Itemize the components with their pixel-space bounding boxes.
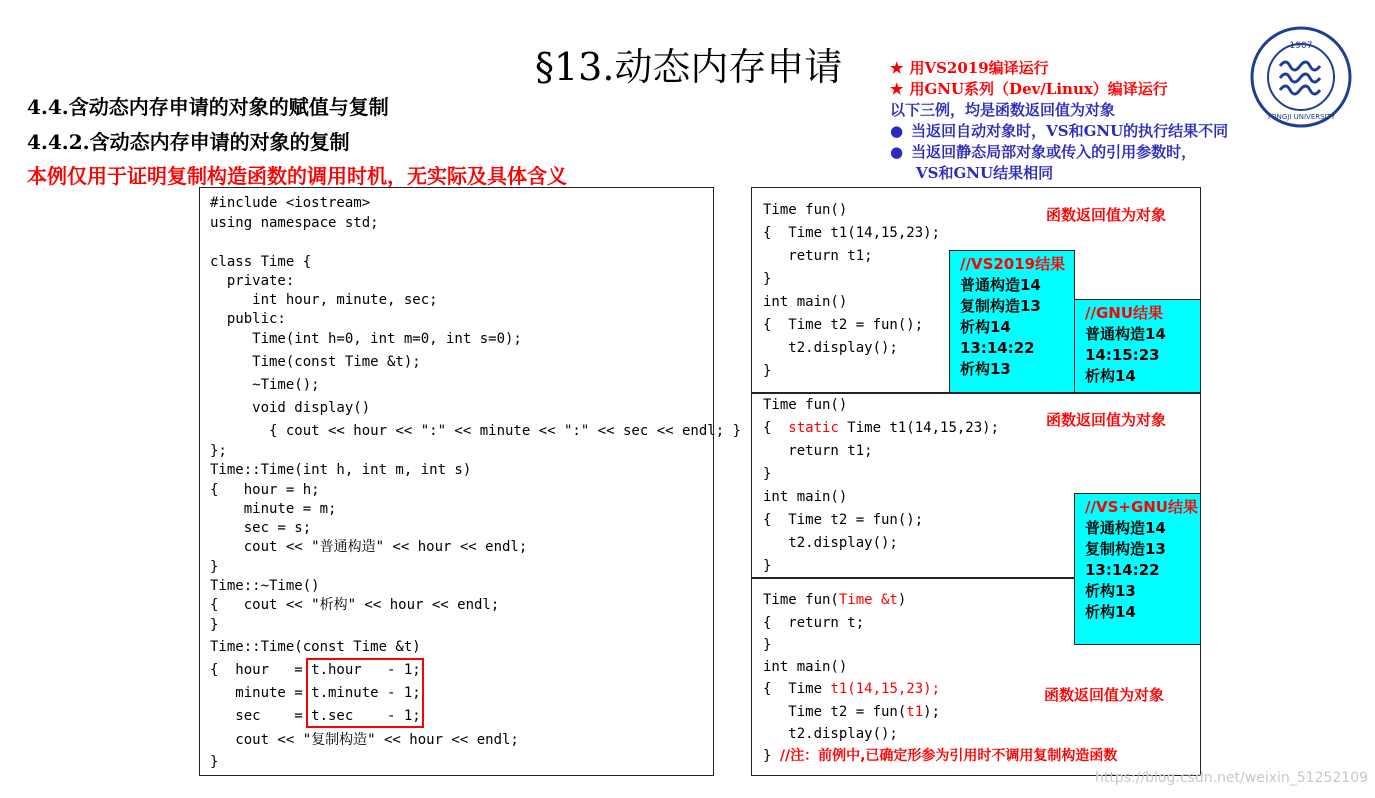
section-heading-4-4: 4.4.含动态内存申请的对象的赋值与复制 [27,95,389,119]
ex3-comment: //注：前例中,已确定形参为引用时不调用复制构造函数 [779,748,1118,764]
ex1-line: { Time t1(14,15,23); [763,225,941,241]
ex3-main-line: { Time t1(14,15,23); [763,681,941,697]
ex1-gnu-result [1074,299,1201,393]
ex2-line: return t1; [763,443,873,459]
code-line: public: [210,311,286,327]
ex1-line: } [763,271,772,287]
ex3-fun-line: Time fun(Time &t) [763,592,907,608]
copy-assignment-highlight [306,658,424,728]
code-line: minute = m; [210,501,337,517]
code-line: int hour, minute, sec; [210,292,438,308]
code-line: } [210,754,219,770]
ex2-line: Time fun() [763,397,848,413]
result-line: 14:15:23 [1085,346,1160,364]
note-same-result: VS和GNU结果相同 [916,164,1054,182]
ex3-line: int main() [763,659,848,675]
ex2-line: int main() [763,489,848,505]
code-line: sec = t.sec - 1; [210,708,421,724]
ex2-line: { static Time t1(14,15,23); [763,420,1000,436]
ex3-end-line: } //注：前例中,已确定形参为引用时不调用复制构造函数 [763,748,1118,764]
result-line: 普通构造14 [1085,519,1166,537]
ex2-label: 函数返回值为对象 [1046,411,1167,429]
ex1-line: t2.display(); [763,340,898,356]
result-line: 析构13 [960,360,1011,378]
ex1-line: Time fun() [763,202,848,218]
logo-name: TONGJI UNIVERSITY [1266,113,1336,121]
result-line: 普通构造14 [960,276,1041,294]
bullet-icon: ● [890,143,904,161]
ex2-line: } [763,466,772,482]
code-line: ~Time(); [210,377,320,393]
logo-year: 1907 [1289,41,1313,51]
ex3-label: 函数返回值为对象 [1044,686,1165,704]
code-line: cout << "复制构造" << hour << endl; [210,732,519,748]
result-line: 析构14 [1085,367,1136,385]
ex3-line: } [763,637,772,653]
t1-decl: t1(14,15,23); [830,681,941,697]
ex3-line: { return t; [763,615,865,631]
result-line: 复制构造13 [960,297,1041,315]
result-line: 析构14 [1085,603,1136,621]
tongji-university-logo [1250,26,1352,128]
code-line: { cout << hour << ":" << minute << ":" << sec << endl; } [210,423,742,439]
code-line: Time::~Time() [210,578,320,594]
section-heading-4-4-2: 4.4.2.含动态内存申请的对象的复制 [27,130,350,154]
t1-arg: t1 [906,704,924,720]
result-line: 普通构造14 [1085,325,1166,343]
ex2-line: } [763,558,772,574]
class-code-box [199,187,742,776]
ex1-line: } [763,363,772,379]
example-note: 本例仅用于证明复制构造函数的调用时机，无实际及具体含义 [27,164,567,188]
code-line: { hour = t.hour - 1; [210,662,421,678]
watermark: https://blog.csdn.net/weixin_51252109 [1095,770,1369,786]
code-line: private: [210,273,295,289]
note-three-examples: 以下三例，均是函数返回值为对象 [890,101,1116,119]
code-line: Time::Time(const Time &t) [210,639,421,655]
ex3-line: t2.display(); [763,726,898,742]
static-keyword: static [788,420,839,436]
code-line: minute = t.minute - 1; [210,685,421,701]
code-line: Time(const Time &t); [210,354,421,370]
result-line: 析构14 [960,318,1011,336]
ex2-vs-gnu-result [1074,493,1201,645]
code-line: using namespace std; [210,215,379,231]
note-auto-object: 当返回自动对象时，VS和GNU的执行结果不同 [911,122,1229,140]
ex1-line: { Time t2 = fun(); [763,317,924,333]
code-line: Time::Time(int h, int m, int s) [210,462,472,478]
code-line: Time(int h=0, int m=0, int s=0); [210,331,522,347]
result-title: //VS+GNU结果 [1085,498,1198,516]
result-line: 析构13 [1085,582,1136,600]
ex2-line: t2.display(); [763,535,898,551]
examples-panel [751,187,1201,776]
ex1-line: return t1; [763,248,873,264]
result-line: 13:14:22 [960,339,1035,357]
code-line: } [210,559,219,575]
result-line: 复制构造13 [1085,540,1166,558]
code-line: }; [210,443,227,459]
ex1-label: 函数返回值为对象 [1046,206,1167,224]
divider [752,577,1075,579]
note-vs2019: 用VS2019编译运行 [909,59,1049,77]
star-icon: ★ [890,59,904,77]
ref-param: Time &t [838,592,898,608]
code-line: } [210,617,219,633]
code-line: { hour = h; [210,482,320,498]
result-title: //GNU结果 [1085,304,1164,322]
compile-notes [890,58,1228,184]
code-line: void display() [210,400,371,416]
ex2-line: { Time t2 = fun(); [763,512,924,528]
code-line: #include <iostream> [210,195,371,211]
ex1-vs-result [949,250,1075,393]
star-icon: ★ [890,80,904,98]
note-gnu: 用GNU系列（Dev/Linux）编译运行 [909,80,1168,98]
code-line: class Time { [210,254,312,270]
ex3-call-line: Time t2 = fun(t1); [763,704,941,720]
code-line: { cout << "析构" << hour << endl; [210,597,500,613]
result-title: //VS2019结果 [960,255,1066,273]
code-line: sec = s; [210,520,312,536]
bullet-icon: ● [890,122,904,140]
code-line: cout << "普通构造" << hour << endl; [210,539,528,555]
result-line: 13:14:22 [1085,561,1160,579]
ex1-line: int main() [763,294,848,310]
note-static-ref: 当返回静态局部对象或传入的引用参数时， [911,143,1197,161]
page-title: §13.动态内存申请 [535,45,843,89]
